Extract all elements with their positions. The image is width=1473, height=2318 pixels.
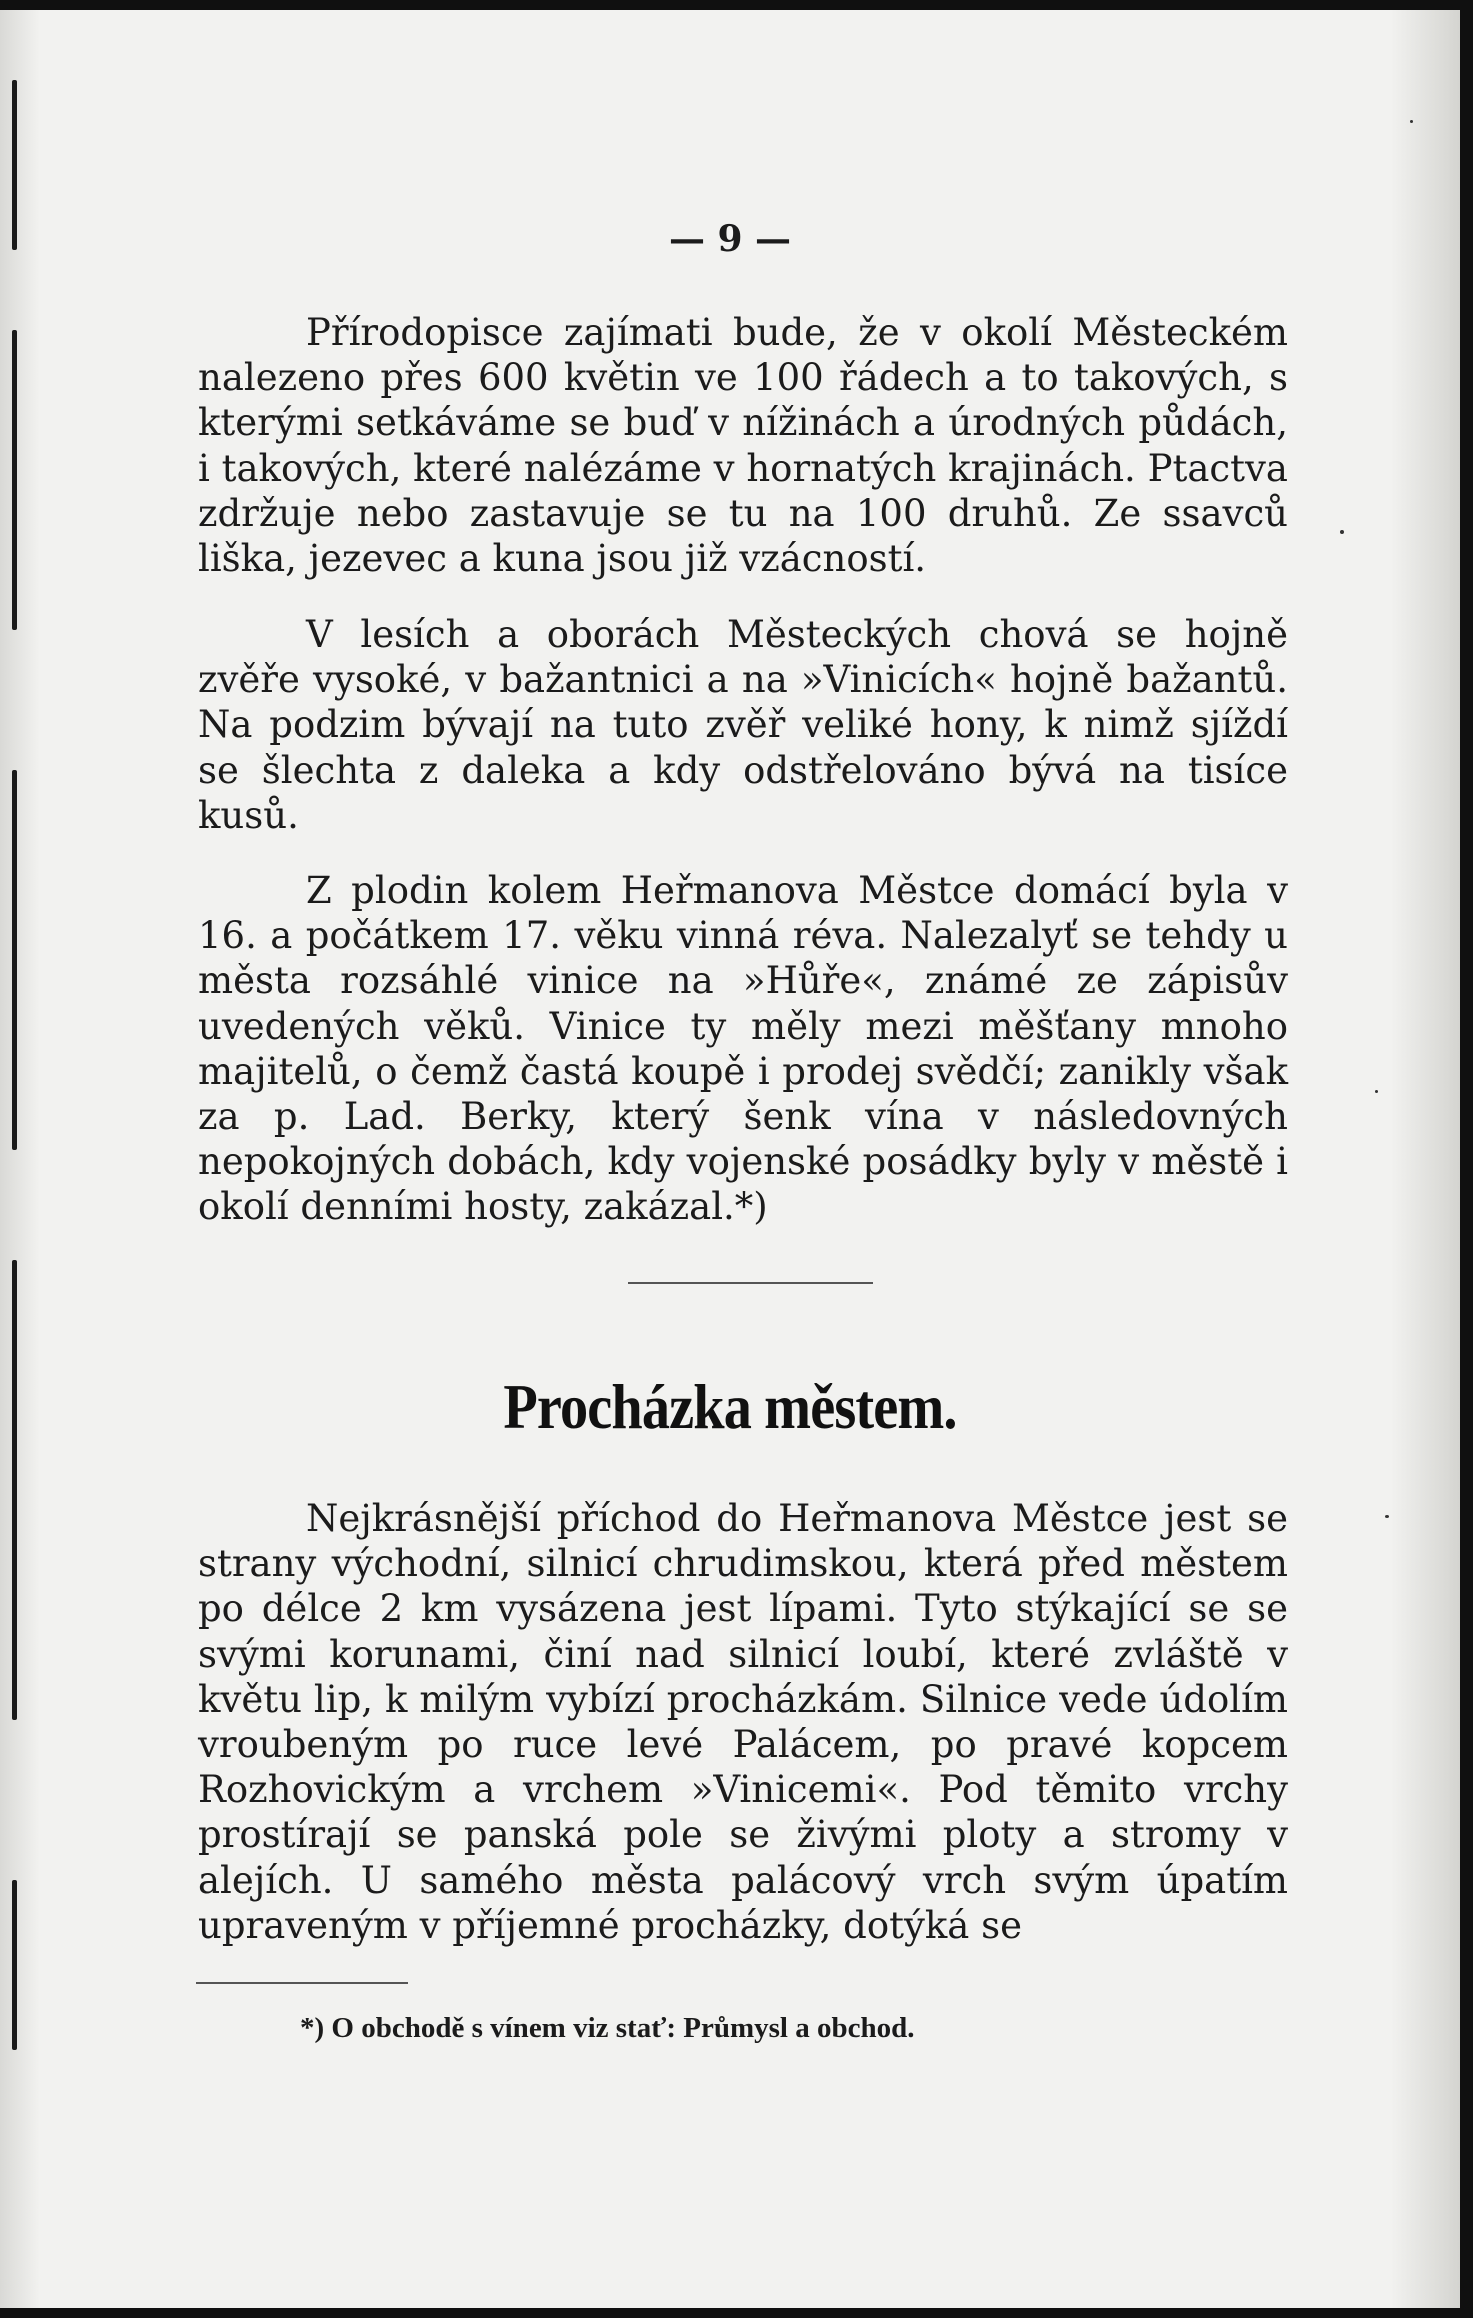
section-divider [628, 1282, 873, 1284]
paragraph: V lesích a oborách Městeckých chová se hojně zvěře vysoké, v bažantnici a na »Vinicích« hojně bažantů. Na podzim bývají na tuto zvěř veliké hony, k nimž sjíždí se šlechta z daleka a kdy odstřelováno bývá na tisíce kusů. [198, 613, 1288, 837]
section-heading: Procházka městem. [503, 1371, 957, 1442]
paper-speck [1340, 530, 1344, 534]
paragraph: Přírodopisce zajímati bude, že v okolí Městeckém nalezeno přes 600 květin ve 100 řádech a to takových, s kterými setkáváme se buď v nížinách a úrodných půdách, i takových, které nalézáme v hornatých krajinách. Ptactva zdržuje nebo zastavuje se tu na 100 druhů. Ze ssavců liška, jezevec a kuna jsou již vzácností. [198, 311, 1288, 581]
footnote-rule [196, 1982, 408, 1984]
paper-speck [1375, 1090, 1378, 1093]
page-number: — 9 — [668, 218, 792, 260]
binding-mark [12, 770, 17, 1150]
binding-mark [12, 1880, 17, 2050]
paragraph: Z plodin kolem Heřmanova Městce domácí byla v 16. a počátkem 17. věku vinná réva. Nalezalyť se tehdy u města rozsáhlé vinice na »Hůře«, známé ze zápisův uvedených věků. Vinice ty měly mezi měšťany mnoho majitelů, o čemž častá koupě i prodej svědčí; zanikly však za p. Lad. Berky, který šenk vína v následovných nepokojných dobách, kdy vojenské posádky byly v městě i okolí denními hosty, zakázal.*) [198, 869, 1288, 1229]
paper-speck [1410, 120, 1413, 123]
binding-mark [12, 330, 17, 630]
footnote: *) O obchodě s vínem viz stať: Průmysl a obchod. [300, 2012, 915, 2044]
page-edge-shadow [1390, 10, 1460, 2308]
paragraph: Nejkrásnější příchod do Heřmanova Městce jest se strany východní, silnicí chrudimskou, která před městem po délce 2 km vysázena jest lípami. Tyto stýkající se se svými korunami, činí nad silnicí loubí, které zvláště v květu lip, k milým vybízí procházkám. Silnice vede údolím vroubeným po ruce levé Palácem, po pravé kopcem Rozhovickým a vrchem »Vinicemi«. Pod těmito vrchy prostírají se panská pole se živými ploty a stromy v alejích. U samého města palácový vrch svým úpatím upraveným v příjemné procházky, dotýká se [198, 1497, 1288, 1947]
binding-edge [0, 10, 40, 2308]
binding-mark [12, 1260, 17, 1720]
book-page [0, 10, 1460, 2308]
paper-speck [1385, 1515, 1389, 1518]
